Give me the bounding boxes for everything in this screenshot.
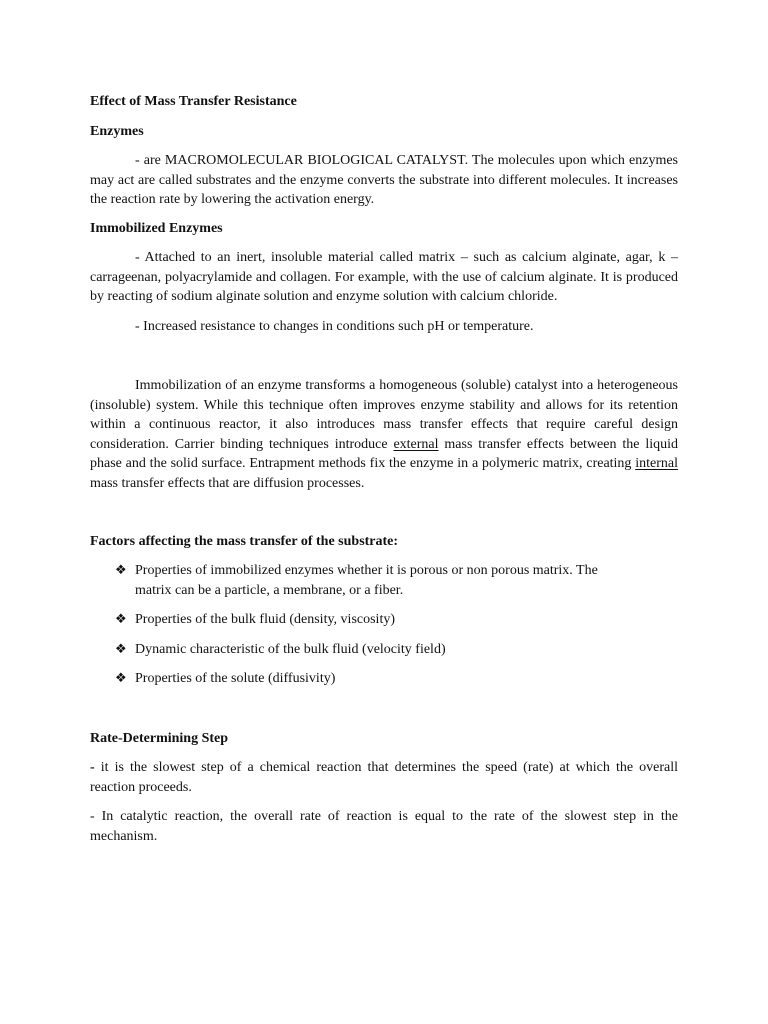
immobilization-paragraph xyxy=(90,376,678,493)
enzymes-definition: - are MACROMOLECULAR BIOLOGICAL CATALYST. The molecules upon which enzymes may act are called substrates and the enzyme converts the substrate into different molecules. It increases the reaction rate by lowering the activation energy. xyxy=(90,153,678,207)
rate-step-text: it is the slowest step of a chemical reaction that determines the speed (rate) at which the overall reaction proceeds. xyxy=(90,760,678,795)
external-underlined: external xyxy=(393,436,439,452)
immobilized-paragraph: - Attached to an inert, insoluble material called matrix – such as calcium alginate, agar, k –carrageenan, polyacrylamide and collagen. For example, with the use of calcium alginate. It is produced by reacting of sodium alginate solution and enzyme solution with calcium chloride. xyxy=(90,250,678,304)
list-item-text: Properties of the bulk fluid (density, viscosity) xyxy=(135,612,395,627)
rate-step-heading: Rate-Determining Step xyxy=(90,731,229,746)
enzymes-heading: Enzymes xyxy=(90,124,144,139)
diamond-bullet-icon: ❖ xyxy=(115,612,127,627)
document-title: Effect of Mass Transfer Resistance xyxy=(90,94,297,109)
list-item-text: Dynamic characteristic of the bulk fluid (velocity field) xyxy=(135,642,446,657)
rate-step-dash: - xyxy=(90,760,95,775)
list-item-text: Properties of immobilized enzymes whether it is porous or non porous matrix. The matrix can be a particle, a membrane, or a fiber. xyxy=(135,563,598,598)
rate-step-definition xyxy=(90,758,678,797)
diamond-bullet-icon: ❖ xyxy=(115,671,127,686)
immobilization-text-2: mass transfer effects between the liquid phase and the solid surface. Entrapment methods fix the enzyme in a polymeric matrix, creating xyxy=(90,436,678,471)
immobilized-heading: Immobilized Enzymes xyxy=(90,221,223,236)
immobilization-text-1: Immobilization of an enzyme transforms a homogeneous (soluble) catalyst into a heterogeneous (insoluble) system. While this technique often improves enzyme stability and allows for its retention within a continuous reactor, it also introduces mass transfer effects that require careful design consideration. Carrier binding techniques introduce xyxy=(90,378,678,452)
diamond-bullet-icon: ❖ xyxy=(115,642,127,657)
factors-heading: Factors affecting the mass transfer of the substrate: xyxy=(90,534,399,549)
immobilization-text-3: mass transfer effects that are diffusion processes. xyxy=(90,475,365,491)
diamond-bullet-icon: ❖ xyxy=(115,563,127,578)
list-item-text: Properties of the solute (diffusivity) xyxy=(135,671,336,686)
resistance-paragraph: - Increased resistance to changes in conditions such pH or temperature. xyxy=(135,319,534,334)
internal-underlined: internal xyxy=(635,456,678,471)
catalytic-paragraph: - In catalytic reaction, the overall rate of reaction is equal to the rate of the slowest step in the mechanism. xyxy=(90,809,678,844)
